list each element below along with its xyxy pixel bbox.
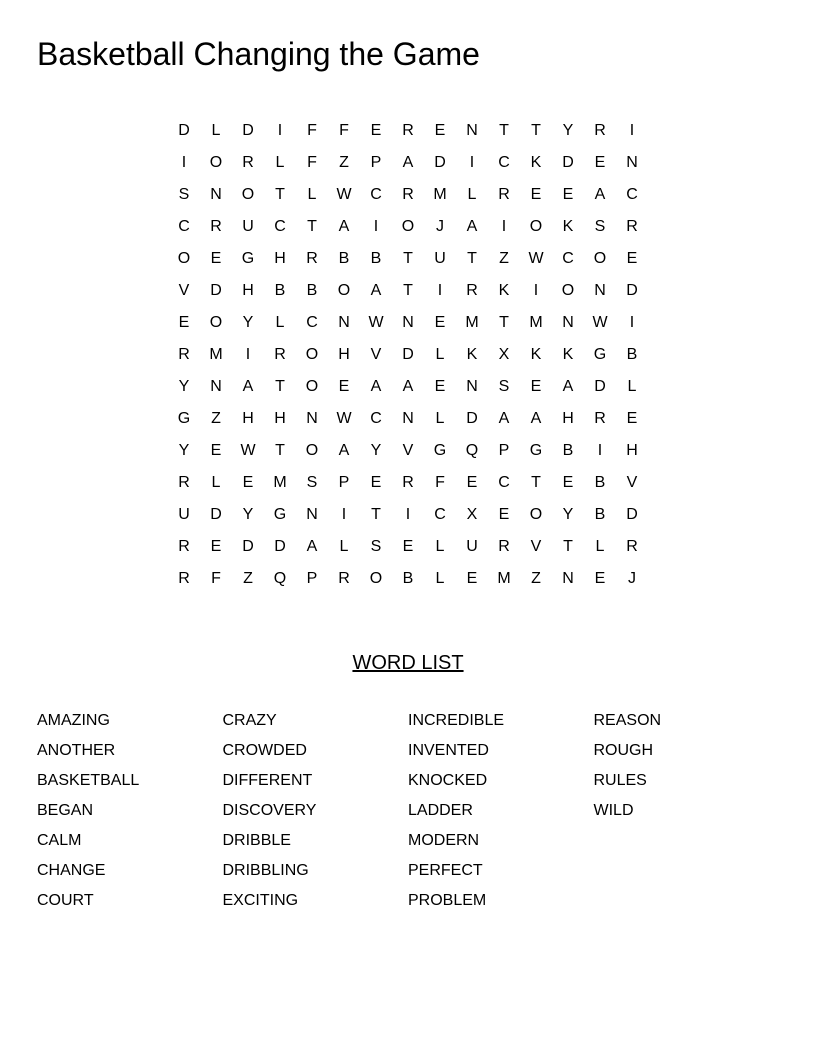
grid-letter: M xyxy=(273,474,287,491)
grid-letter: Y xyxy=(242,506,254,523)
grid-letter: C xyxy=(626,186,638,203)
word-column xyxy=(37,706,223,916)
grid-letter: C xyxy=(562,250,574,267)
grid-letter: L xyxy=(275,314,285,331)
grid-letter: E xyxy=(434,378,446,395)
grid-letter: N xyxy=(562,314,574,331)
grid-letter: R xyxy=(338,570,350,587)
grid-letter: B xyxy=(274,282,286,299)
grid-letter: F xyxy=(211,570,221,587)
word-list-item: LADDER xyxy=(408,802,473,819)
grid-letter: V xyxy=(178,282,190,299)
grid-letter: T xyxy=(403,250,413,267)
grid-letter: L xyxy=(435,410,445,427)
grid-letter: O xyxy=(369,570,383,587)
grid-letter: B xyxy=(306,282,318,299)
grid-letter: I xyxy=(277,122,283,139)
grid-letter: A xyxy=(402,154,414,171)
grid-letter: E xyxy=(370,474,382,491)
grid-letter: N xyxy=(338,314,350,331)
grid-letter: I xyxy=(629,122,635,139)
grid-letter: N xyxy=(402,314,414,331)
grid-letter: K xyxy=(498,282,510,299)
grid-letter: E xyxy=(594,154,606,171)
grid-row xyxy=(168,307,648,339)
grid-letter: X xyxy=(498,346,510,363)
grid-letter: I xyxy=(405,506,411,523)
grid-letter: P xyxy=(370,154,382,171)
grid-letter: X xyxy=(466,506,478,523)
grid-letter: G xyxy=(593,346,607,363)
grid-letter: G xyxy=(529,442,543,459)
grid-letter: R xyxy=(242,154,254,171)
grid-letter: F xyxy=(435,474,445,491)
word-list-item: INVENTED xyxy=(408,742,489,759)
word-list-item: ROUGH xyxy=(593,742,654,759)
grid-letter: E xyxy=(530,378,542,395)
word-list-item: DIFFERENT xyxy=(222,772,313,789)
word-list-item: PERFECT xyxy=(408,862,483,879)
grid-letter: Z xyxy=(243,570,253,587)
word-list-item: BASKETBALL xyxy=(37,772,140,789)
grid-letter: D xyxy=(210,506,222,523)
grid-letter: U xyxy=(434,250,446,267)
grid-letter: C xyxy=(370,410,382,427)
grid-letter: M xyxy=(433,186,447,203)
grid-letter: I xyxy=(373,218,379,235)
grid-letter: C xyxy=(498,474,510,491)
word-list-item: MODERN xyxy=(408,832,480,849)
grid-letter: O xyxy=(209,314,223,331)
grid-letter: O xyxy=(561,282,575,299)
grid-letter: V xyxy=(402,442,414,459)
grid-letter: H xyxy=(274,250,286,267)
grid-letter: E xyxy=(626,250,638,267)
grid-letter: M xyxy=(209,346,223,363)
grid-letter: E xyxy=(370,122,382,139)
grid-letter: T xyxy=(467,250,477,267)
word-column xyxy=(594,706,780,916)
grid-letter: G xyxy=(273,506,287,523)
grid-letter: M xyxy=(465,314,479,331)
grid-letter: B xyxy=(594,506,606,523)
grid-row xyxy=(168,211,648,243)
grid-letter: B xyxy=(402,570,414,587)
grid-letter: H xyxy=(338,346,350,363)
grid-letter: P xyxy=(306,570,318,587)
grid-letter: K xyxy=(466,346,478,363)
grid-letter: H xyxy=(242,410,254,427)
grid-letter: O xyxy=(337,282,351,299)
grid-row xyxy=(168,115,648,147)
grid-letter: T xyxy=(499,314,509,331)
grid-letter: E xyxy=(434,122,446,139)
grid-letter: L xyxy=(211,122,221,139)
word-column xyxy=(408,706,594,916)
grid-letter: Z xyxy=(531,570,541,587)
grid-letter: N xyxy=(306,506,318,523)
grid-letter: E xyxy=(210,442,222,459)
grid-letter: Z xyxy=(211,410,221,427)
grid-letter: Q xyxy=(273,570,287,587)
grid-letter: W xyxy=(368,314,384,331)
grid-letter: L xyxy=(627,378,637,395)
word-list-item: DRIBBLING xyxy=(222,862,309,879)
grid-letter: R xyxy=(274,346,286,363)
grid-letter: E xyxy=(530,186,542,203)
grid-letter: R xyxy=(626,538,638,555)
word-list-item: REASON xyxy=(593,712,662,729)
grid-letter: T xyxy=(403,282,413,299)
grid-letter: W xyxy=(336,186,352,203)
grid-letter: T xyxy=(563,538,573,555)
grid-letter: K xyxy=(530,346,542,363)
grid-letter: D xyxy=(626,506,638,523)
grid-letter: E xyxy=(562,186,574,203)
grid-letter: N xyxy=(210,378,222,395)
grid-letter: C xyxy=(370,186,382,203)
grid-letter: K xyxy=(562,218,574,235)
grid-letter: A xyxy=(402,378,414,395)
grid-letter: S xyxy=(498,378,510,395)
grid-letter: R xyxy=(498,186,510,203)
grid-row xyxy=(168,435,648,467)
grid-letter: U xyxy=(178,506,190,523)
grid-letter: E xyxy=(210,538,222,555)
grid-letter: W xyxy=(336,410,352,427)
grid-letter: G xyxy=(433,442,447,459)
grid-letter: S xyxy=(178,186,190,203)
grid-letter: O xyxy=(305,346,319,363)
grid-letter: N xyxy=(466,122,478,139)
grid-letter: R xyxy=(402,474,414,491)
grid-letter: I xyxy=(181,154,187,171)
word-list-item: EXCITING xyxy=(222,892,299,909)
grid-letter: L xyxy=(435,570,445,587)
grid-letter: V xyxy=(530,538,542,555)
grid-letter: I xyxy=(501,218,507,235)
grid-letter: I xyxy=(245,346,251,363)
grid-letter: D xyxy=(434,154,446,171)
grid-letter: E xyxy=(466,570,478,587)
grid-letter: H xyxy=(626,442,638,459)
word-list-heading-text: WORD LIST xyxy=(352,652,464,674)
word-list-item: CRAZY xyxy=(222,712,277,729)
grid-letter: R xyxy=(306,250,318,267)
grid-row xyxy=(168,275,648,307)
grid-letter: T xyxy=(275,378,285,395)
grid-letter: E xyxy=(498,506,510,523)
grid-row xyxy=(168,371,648,403)
grid-letter: B xyxy=(594,474,606,491)
grid-letter: A xyxy=(370,378,382,395)
grid-row xyxy=(168,147,648,179)
grid-letter: D xyxy=(402,346,414,363)
grid-row xyxy=(168,531,648,563)
grid-letter: N xyxy=(626,154,638,171)
word-list-item: CALM xyxy=(37,832,82,849)
word-list-item: RULES xyxy=(593,772,647,789)
grid-letter: R xyxy=(210,218,222,235)
grid-letter: Y xyxy=(370,442,382,459)
word-list-item: COURT xyxy=(37,892,94,909)
grid-letter: T xyxy=(531,122,541,139)
grid-letter: L xyxy=(467,186,477,203)
grid-letter: I xyxy=(533,282,539,299)
grid-row xyxy=(168,403,648,435)
grid-letter: O xyxy=(305,442,319,459)
grid-letter: E xyxy=(434,314,446,331)
grid-letter: O xyxy=(305,378,319,395)
grid-letter: R xyxy=(626,218,638,235)
word-list-item: DISCOVERY xyxy=(222,802,317,819)
grid-letter: R xyxy=(498,538,510,555)
grid-letter: C xyxy=(434,506,446,523)
grid-letter: C xyxy=(498,154,510,171)
grid-letter: Y xyxy=(562,506,574,523)
grid-letter: S xyxy=(306,474,318,491)
grid-row xyxy=(168,179,648,211)
grid-letter: R xyxy=(594,122,606,139)
grid-letter: D xyxy=(242,538,254,555)
grid-letter: L xyxy=(275,154,285,171)
grid-letter: L xyxy=(595,538,605,555)
word-list-item: WILD xyxy=(593,802,634,819)
grid-letter: K xyxy=(530,154,542,171)
grid-letter: D xyxy=(466,410,478,427)
grid-letter: A xyxy=(594,186,606,203)
word-column xyxy=(223,706,409,916)
grid-letter: R xyxy=(178,570,190,587)
grid-letter: E xyxy=(594,570,606,587)
grid-letter: L xyxy=(435,346,445,363)
grid-letter: A xyxy=(242,378,254,395)
grid-letter: C xyxy=(274,218,286,235)
grid-letter: D xyxy=(274,538,286,555)
grid-letter: U xyxy=(242,218,254,235)
word-list xyxy=(37,706,779,916)
grid-letter: F xyxy=(307,154,317,171)
grid-letter: F xyxy=(339,122,349,139)
grid-letter: P xyxy=(338,474,350,491)
grid-letter: Y xyxy=(178,378,190,395)
grid-letter: E xyxy=(178,314,190,331)
grid-letter: T xyxy=(275,442,285,459)
word-list-item: PROBLEM xyxy=(408,892,487,909)
grid-letter: H xyxy=(562,410,574,427)
grid-letter: D xyxy=(210,282,222,299)
grid-letter: A xyxy=(466,218,478,235)
grid-letter: Q xyxy=(465,442,479,459)
grid-letter: I xyxy=(469,154,475,171)
grid-letter: D xyxy=(594,378,606,395)
word-list-item: CHANGE xyxy=(37,862,106,879)
grid-letter: S xyxy=(370,538,382,555)
word-list-heading xyxy=(0,649,816,677)
grid-letter: G xyxy=(177,410,191,427)
grid-letter: E xyxy=(562,474,574,491)
grid-letter: O xyxy=(177,250,191,267)
grid-letter: J xyxy=(436,218,444,235)
grid-letter: B xyxy=(338,250,350,267)
grid-letter: L xyxy=(435,538,445,555)
grid-letter: C xyxy=(178,218,190,235)
grid-letter: I xyxy=(437,282,443,299)
grid-letter: A xyxy=(370,282,382,299)
grid-letter: N xyxy=(306,410,318,427)
grid-letter: N xyxy=(594,282,606,299)
word-list-item: KNOCKED xyxy=(408,772,488,789)
grid-letter: N xyxy=(402,410,414,427)
grid-letter: W xyxy=(240,442,256,459)
grid-letter: Y xyxy=(562,122,574,139)
grid-letter: O xyxy=(241,186,255,203)
word-list-item: BEGAN xyxy=(37,802,94,819)
grid-letter: T xyxy=(275,186,285,203)
grid-letter: H xyxy=(242,282,254,299)
grid-letter: R xyxy=(178,346,190,363)
grid-letter: E xyxy=(210,250,222,267)
grid-letter: O xyxy=(401,218,415,235)
grid-row xyxy=(168,243,648,275)
grid-letter: Z xyxy=(339,154,349,171)
grid-letter: E xyxy=(626,410,638,427)
grid-letter: R xyxy=(402,186,414,203)
grid-letter: A xyxy=(562,378,574,395)
grid-row xyxy=(168,467,648,499)
grid-letter: E xyxy=(242,474,254,491)
grid-letter: U xyxy=(466,538,478,555)
grid-letter: N xyxy=(466,378,478,395)
grid-letter: C xyxy=(306,314,318,331)
grid-letter: O xyxy=(209,154,223,171)
grid-letter: D xyxy=(626,282,638,299)
grid-letter: A xyxy=(338,218,350,235)
grid-letter: E xyxy=(466,474,478,491)
grid-letter: M xyxy=(529,314,543,331)
grid-letter: E xyxy=(338,378,350,395)
grid-letter: H xyxy=(274,410,286,427)
grid-row xyxy=(168,563,648,595)
grid-letter: A xyxy=(338,442,350,459)
grid-letter: J xyxy=(628,570,636,587)
grid-letter: T xyxy=(371,506,381,523)
grid-letter: D xyxy=(178,122,190,139)
grid-letter: N xyxy=(210,186,222,203)
grid-letter: T xyxy=(531,474,541,491)
grid-letter: A xyxy=(498,410,510,427)
grid-letter: N xyxy=(562,570,574,587)
grid-letter: B xyxy=(626,346,638,363)
grid-row xyxy=(168,499,648,531)
grid-letter: O xyxy=(529,218,543,235)
grid-letter: I xyxy=(341,506,347,523)
grid-letter: P xyxy=(498,442,510,459)
grid-letter: R xyxy=(178,538,190,555)
word-list-item: ANOTHER xyxy=(37,742,116,759)
grid-letter: O xyxy=(593,250,607,267)
word-list-item: INCREDIBLE xyxy=(408,712,505,729)
grid-letter: L xyxy=(307,186,317,203)
grid-letter: L xyxy=(211,474,221,491)
grid-letter: O xyxy=(529,506,543,523)
grid-letter: L xyxy=(339,538,349,555)
word-list-item: DRIBBLE xyxy=(222,832,291,849)
grid-letter: M xyxy=(497,570,511,587)
grid-letter: T xyxy=(499,122,509,139)
grid-letter: S xyxy=(594,218,606,235)
grid-letter: R xyxy=(402,122,414,139)
word-list-item: AMAZING xyxy=(37,712,110,729)
grid-letter: I xyxy=(629,314,635,331)
letter-grid xyxy=(168,115,648,595)
grid-letter: W xyxy=(528,250,544,267)
grid-letter: V xyxy=(370,346,382,363)
grid-letter: A xyxy=(306,538,318,555)
grid-letter: W xyxy=(592,314,608,331)
grid-letter: Y xyxy=(242,314,254,331)
grid-letter: V xyxy=(626,474,638,491)
grid-letter: B xyxy=(562,442,574,459)
grid-letter: R xyxy=(178,474,190,491)
grid-letter: D xyxy=(562,154,574,171)
grid-letter: A xyxy=(530,410,542,427)
grid-letter: B xyxy=(370,250,382,267)
grid-letter: Y xyxy=(178,442,190,459)
grid-letter: T xyxy=(307,218,317,235)
grid-letter: F xyxy=(307,122,317,139)
word-list-item: CROWDED xyxy=(222,742,307,759)
grid-letter: Z xyxy=(499,250,509,267)
grid-letter: K xyxy=(562,346,574,363)
grid-letter: R xyxy=(466,282,478,299)
grid-letter: D xyxy=(242,122,254,139)
grid-letter: G xyxy=(241,250,255,267)
page-title: Basketball Changing the Game xyxy=(37,36,480,72)
grid-letter: I xyxy=(597,442,603,459)
grid-letter: R xyxy=(594,410,606,427)
grid-row xyxy=(168,339,648,371)
grid-letter: E xyxy=(402,538,414,555)
